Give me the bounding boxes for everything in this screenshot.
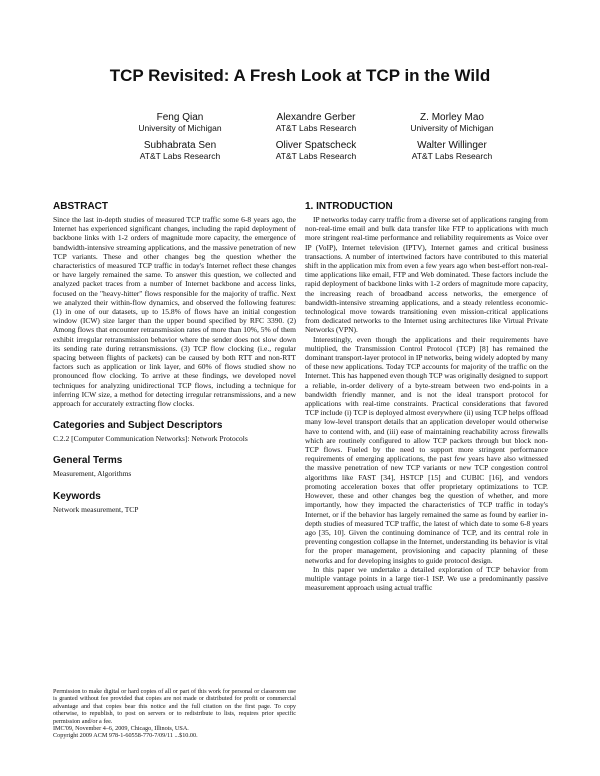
permission-text: Permission to make digital or hard copies of all or part of this work for personal or classroom use is granted without fee provided that copies are not made or distributed for profit or commercial advantage and that copies bear this notice and the full citation on the first page. To copy otherwise, to republish, to post on servers or to redistribute to lists, requires prior specific permission and/or a fee. bbox=[53, 688, 296, 725]
abstract-heading: ABSTRACT bbox=[53, 201, 108, 212]
author-name: Feng Qian bbox=[156, 112, 204, 123]
intro-paragraph: In this paper we undertake a detailed exploration of TCP behavior from multiple vantage points in a large tier-1 ISP. We use a predominantly passive measurement approach using actual traffic bbox=[305, 564, 548, 593]
author-affiliation: University of Michigan bbox=[138, 123, 222, 133]
author-affiliation: University of Michigan bbox=[410, 123, 494, 133]
permission-notice bbox=[53, 688, 296, 740]
general-terms-text: Measurement, Algorithms bbox=[53, 469, 132, 479]
abstract-text: Since the last in-depth studies of measured TCP traffic some 6-8 years ago, the Internet has experienced significant changes, including the rapid deployment of backbone links with 1-2 orders of magnitude more capacity, the emergence of bandwidth-intensive streaming applications, and the massive penetration of new TCP variants. These and other changes beg the question whether the characteristics of measured TCP traffic in today's Internet reflect these changes or have largely remained the same. To answer this question, we collected and analyzed packet traces from a number of Internet backbone and access links, focused on the "heavy-hitter" flows responsible for the majority of traffic. Next we analyzed their within-flow dynamics, and observed the following features: (1) in one of our datasets, up to 15.8% of flows have an initial congestion window (ICW) size larger than the upper bound specified by RFC 3390. (2) Among flows that encounter retransmission rates of more than 10%, 5% of them exhibit irregular retransmission behavior where the sender does not slow down its sending rate during retransmissions. (3) TCP flow clocking (i.e., regular spacing between flights of packets) can be caused by both RTT and non-RTT factors such as application or link layer, and 60% of flows studied show no pronounced flow clocking. To arrive at these findings, we developed novel techniques for analyzing unidirectional TCP flows, including a technique for inferring ICW size, a method for detecting irregular retransmissions, and a new approach for accurately extracting flow clocks. bbox=[53, 215, 296, 409]
intro-paragraph: Interestingly, even though the applications and their requirements have multiplied, the Transmission Control Protocol (TCP) [8] has remained the dominant transport-layer protocol in IP networks, being widely adopted by many of these new applications. Today TCP accounts for majority of the traffic on the Internet. This has happened even though TCP was originally designed to support a reliable, in-order delivery of a byte-stream between two end-points in a bandwidth friendly manner, and is not the ideal transport protocol for applications with real-time constraints. Practical considerations that favored TCP include (i) TCP is deployed almost everywhere (ii) using TCP helps offload many low-level transport details that an application developer would otherwise have to contend with, and (iii) ease of maintaining reachability across firewalls which are routinely configured to allow TCP packets through but block non-TCP flows. Fueled by the need to support more stringent performance requirements of emerging applications, the past few years have also witnessed the massive penetration of new TCP variants or new TCP congestion control algorithms like FAST [34], HSTCP [15] and CUBIC [16], and vendors promoting acceleration boxes that offer proprietary optimizations to TCP. However, these and other changes beg the question of whether, and more importantly, how they impacted the characteristics of TCP traffic in today's Internet, or if the behavior has largely remained the same as found by earlier in-depth studies of measured TCP traffic, the latest of which date to some 6-8 years ago [35, 10]. Given the continuing dominance of TCP, and its central role in preventing congestion collapse in the Internet, understanding its behavior is vital for the proper management, provisioning and capacity planning of these networks and for developing insights to guide protocol design. bbox=[305, 334, 548, 565]
author-affiliation: AT&T Labs Research bbox=[139, 151, 221, 161]
paper-title: TCP Revisited: A Fresh Look at TCP in the Wild bbox=[109, 66, 491, 85]
author-affiliation: AT&T Labs Research bbox=[275, 123, 357, 133]
author-name: Z. Morley Mao bbox=[420, 112, 484, 123]
left-column bbox=[53, 201, 296, 514]
author-name: Subhabrata Sen bbox=[143, 140, 217, 151]
right-column bbox=[305, 201, 548, 592]
author-name: Alexandre Gerber bbox=[276, 112, 356, 123]
categories-text: C.2.2 [Computer Communication Networks]: Network Protocols bbox=[53, 434, 248, 444]
author-affiliation: AT&T Labs Research bbox=[411, 151, 493, 161]
author bbox=[357, 140, 547, 162]
author-name: Oliver Spatscheck bbox=[275, 140, 357, 151]
keywords-text: Network measurement, TCP bbox=[53, 504, 139, 514]
author-affiliation: AT&T Labs Research bbox=[275, 151, 357, 161]
copyright-text: Copyright 2009 ACM 978-1-60558-770-7/09/11 ...$10.00. bbox=[53, 732, 198, 740]
venue-text: IMC'09, November 4–6, 2009, Chicago, Illinois, USA. bbox=[53, 725, 189, 733]
general-terms-heading: General Terms bbox=[53, 455, 123, 467]
introduction-heading: 1. INTRODUCTION bbox=[305, 201, 393, 212]
intro-paragraph: IP networks today carry traffic from a diverse set of applications ranging from non-real-time email and bulk data transfer like FTP to applications with much more stringent real-time performance and reliability requirements as Voice over IP (VoIP), Internet television (IPTV), Internet games and critical business transactions. A number of intertwined factors have contributed to this material shift in the application mix from even a few years ago when best-effort non-real-time applications like email, FTP and Web dominated. These factors include the rapid deployment of backbone links with 1-2 orders of magnitude more capacity, the increasing reach of broadband access networks, the emergence of bandwidth-intensive streaming applications, and a steady relentless economic-technological move towards transitioning even mission-critical applications from dedicated networks to the Internet using architectures like Virtual Private Networks (VPN). bbox=[305, 215, 548, 335]
author-name: Walter Willinger bbox=[417, 140, 487, 151]
categories-heading: Categories and Subject Descriptors bbox=[53, 420, 223, 432]
keywords-heading: Keywords bbox=[53, 490, 101, 502]
author bbox=[357, 112, 547, 134]
